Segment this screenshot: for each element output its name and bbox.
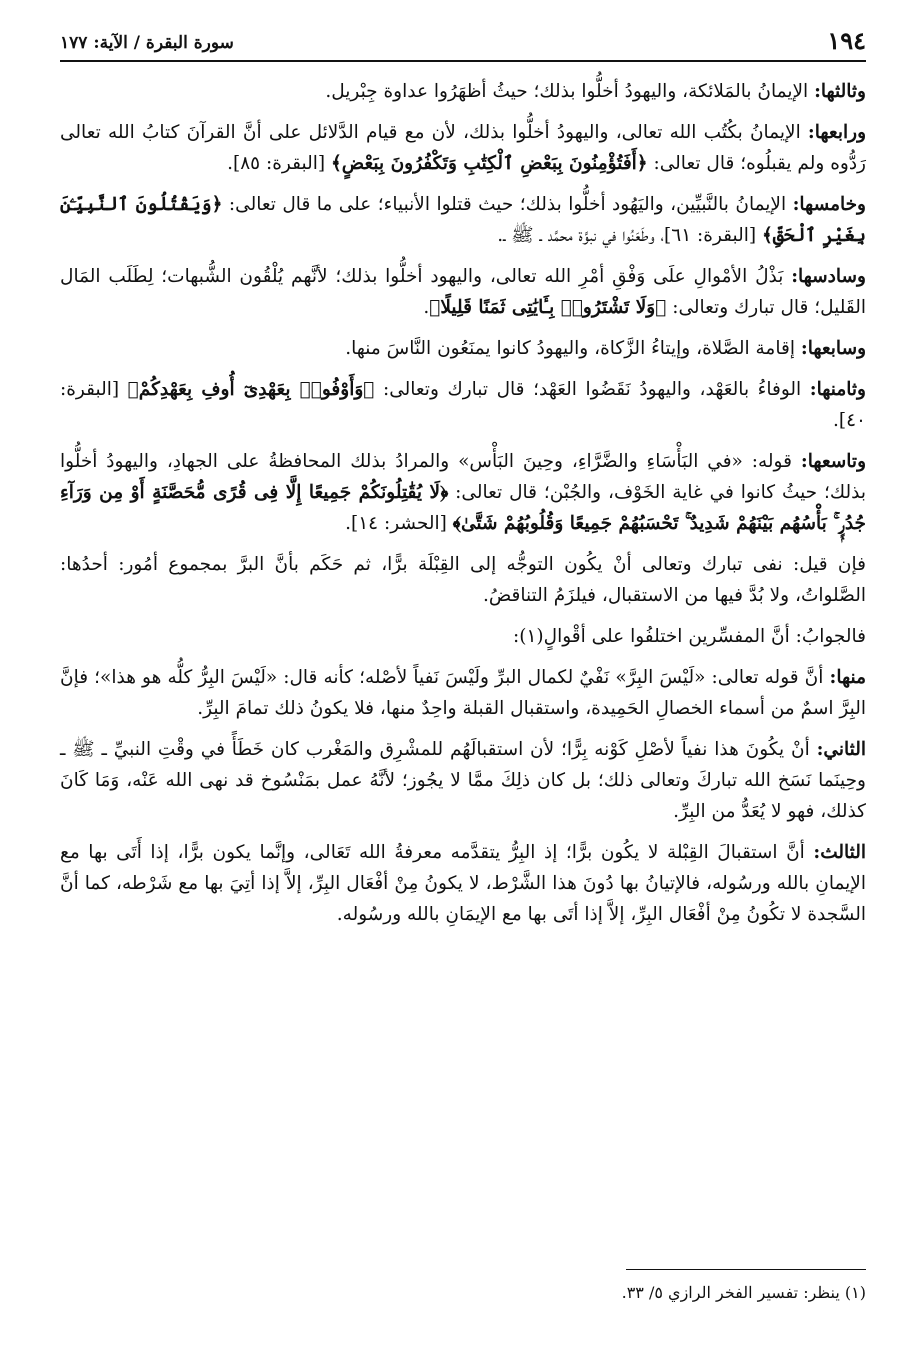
paragraph-tail: [البقرة: ٤٠]. bbox=[60, 379, 866, 431]
paragraph-tail: [البقرة: ٨٥]. bbox=[227, 153, 331, 174]
paragraph bbox=[60, 333, 866, 364]
paragraph-text: فالجوابُ: أنَّ المفسِّرين اختلفُوا على أقْوالٍ(١): bbox=[513, 626, 866, 647]
paragraph-tail: [الحشر: ١٤]. bbox=[345, 513, 453, 534]
paragraph-lead: وثالثها: bbox=[814, 81, 866, 102]
paragraph bbox=[60, 662, 866, 724]
paragraph-text: إقامة الصَّلاة، وإيتاءُ الزَّكاة، واليهودُ كانوا يمنَعُون النَّاسَ منها. bbox=[345, 338, 801, 359]
paragraph bbox=[60, 189, 866, 251]
page-number: ١٩٤ bbox=[827, 26, 866, 55]
paragraph bbox=[60, 261, 866, 323]
paragraph-lead: ورابعها: bbox=[807, 122, 866, 143]
book-page bbox=[60, 26, 866, 1346]
paragraph-lead: وسابعها: bbox=[800, 338, 866, 359]
paragraph-text: قوله: «في البَأْسَاءِ والضَّرَّاءِ، وحِينَ البَأْس» والمرادُ بذلك المحافظةُ على الجهادِ، واليهودُ أخلُّوا بذلك؛ حيثُ كانوا في غاية الخَوْف، والجُبْن؛ قال تعالى: bbox=[60, 451, 866, 503]
paragraph-lead: الثالث: bbox=[813, 842, 866, 863]
paragraph-lead: الثاني: bbox=[816, 739, 866, 760]
main-text bbox=[60, 76, 866, 930]
paragraph bbox=[60, 549, 866, 611]
paragraph-text: الإيمانُ بالمَلائكة، واليهودُ أخلُّوا بذلك؛ حيثُ أظهَرُوا عداوة جِبْريل. bbox=[325, 81, 815, 102]
paragraph-lead: وتاسعها: bbox=[800, 451, 866, 472]
paragraph-tail: . bbox=[423, 297, 430, 318]
quran-verse: ﴿أَفَتُؤْمِنُونَ بِبَعْضِ ٱلْكِتَٰبِ وَتَكْفُرُونَ بِبَعْضٍ﴾ bbox=[330, 153, 648, 174]
paragraph bbox=[60, 446, 866, 539]
paragraph-text: الوفاءُ بالعَهْد، واليهودُ نَقَضُوا العَهْد؛ قال تبارك وتعالى: bbox=[374, 379, 810, 400]
quran-verse: ﴿وَلَا تَشْتَرُوا۟ بِـَٔايَٰتِى ثَمَنًا قَلِيلًا﴾ bbox=[429, 297, 667, 318]
quran-verse: ﴿وَأَوْفُوا۟ بِعَهْدِىٓ أُوفِ بِعَهْدِكُمْ﴾ bbox=[127, 379, 375, 400]
paragraph-lead: وثامنها: bbox=[809, 379, 866, 400]
paragraph bbox=[60, 76, 866, 107]
paragraph-lead: وخامسها: bbox=[792, 194, 866, 215]
running-title: سورة البقرة / الآية: ١٧٧ bbox=[60, 33, 234, 53]
paragraph bbox=[60, 734, 866, 827]
paragraph bbox=[60, 621, 866, 652]
paragraph-text: أنَّ قوله تعالى: «لَيْسَ البِرَّ» نَفْيٌ لكمال البرِّ ولَيْسَ نَفياً لأصْله؛ كأنه قال: «لَيْسَ البِرُّ كلُّه هو هذا»؛ فإنَّ البِرَّ اسمٌ من أسماء الخصالِ الحَمِيدة، واستقبال القبلة واحِدٌ منها، فلا يكونُ ذلك تمامَ البِرِّ. bbox=[60, 667, 866, 719]
footnote: (١) ينظر: تفسير الفخر الرازي ٥/ ٣٣. bbox=[621, 1283, 866, 1302]
footnote-separator bbox=[626, 1269, 866, 1270]
paragraph-lead: منها: bbox=[829, 667, 866, 688]
paragraph-text: أنْ يكُونَ هذا نفياً لأصْلِ كَوْنه بِرًّا؛ لأن استقبالَهُم للمشْرِق والمَغْرب كان خَطَأً في وقْتِ النبيِّ ـ ﷺ ـ وحِينَما نَسَخ الله تباركَ وتعالى ذلك؛ بل كان ذلِكَ ممَّا لا يجُوز؛ لأنَّهُ عمل بمَنْسُوخ قد نهى الله عَنْه، وَمَا كَانَ كذلك، فهو لا يُعَدُّ من البِرِّ. bbox=[60, 739, 866, 822]
paragraph-text: بَذْلُ الأمْوالِ علَى وَفْقِ أمْرِ الله تعالى، واليهود أخلُّوا بذلك؛ لأنَّهم يُلْقُون الشُّبهات؛ لِطَلَب المَال القَليل؛ قال تبارك وتعالى: bbox=[60, 266, 866, 318]
page-header bbox=[60, 26, 866, 62]
paragraph-lead: وسادسها: bbox=[791, 266, 866, 287]
paragraph-text: الإيمانُ بكُتُب الله تعالى، واليهودُ أخلُّوا بذلك، لأن مع قيام الدَّلائل على أنَّ القرآنَ كتابُ الله تعالى رَدُّوه ولم يقبلُوه؛ قال تعالى: bbox=[60, 122, 866, 174]
paragraph bbox=[60, 837, 866, 930]
paragraph bbox=[60, 117, 866, 179]
paragraph-text: فإن قيل: نفى تبارك وتعالى أنْ يكُون التوجُّه إلى القِبْلَة برًّا، ثم حَكَم بأنَّ البرَّ بمجموع أمُور: أحدُها: الصَّلواتُ، ولا بُدَّ فيها من الاستقبال، فيلزَمُ التناقضُ. bbox=[60, 554, 866, 606]
quran-verse: ﴿وَيَقْتُلُونَ ٱلنَّبِيِّـۧنَ بِغَيْرِ ٱلْحَقِّ﴾ bbox=[60, 194, 866, 246]
paragraph-tail: [البقرة: ٦١]، وطَعَنُوا في نبوَّة محمَّد ـ ﷺ ـ. bbox=[497, 225, 762, 246]
quran-verse: ﴿لَا يُقَٰتِلُونَكُمْ جَمِيعًا إِلَّا فِى قُرًى مُّحَصَّنَةٍ أَوْ مِن وَرَآءِ جُدُرٍۭ ۚ بَأْسُهُم بَيْنَهُمْ شَدِيدٌ ۚ تَحْسَبُهُمْ جَمِيعًا وَقُلُوبُهُمْ شَتَّىٰ﴾ bbox=[60, 482, 866, 534]
paragraph bbox=[60, 374, 866, 436]
paragraph-text: أنَّ استقبالَ القِبْلة لا يكُون برًّا؛ إذ البِرُّ يتقدَّمه معرفةُ الله تَعَالى، وإنَّما يكون برًّا، إذا أَتَى بها مع الإيمانِ بالله ورسُوله، فالإتيانُ بها دُونَ هذا الشَّرْط، لا يكونُ مِنْ أفْعَال البِرِّ، إلاَّ إذا أتِيَ بها مع شَرْطه، كما أنَّ السَّجدة لا تكُونُ مِنْ أفْعَال البِرِّ، إلاَّ إذا أتَى بها مع الإيمَانِ بالله ورسُوله. bbox=[60, 842, 866, 925]
paragraph-text: الإيمانُ بالنَّبيِّين، واليَهُود أخلُّوا بذلك؛ حيث قتلوا الأنبياء؛ على ما قال تعالى: bbox=[222, 194, 793, 215]
